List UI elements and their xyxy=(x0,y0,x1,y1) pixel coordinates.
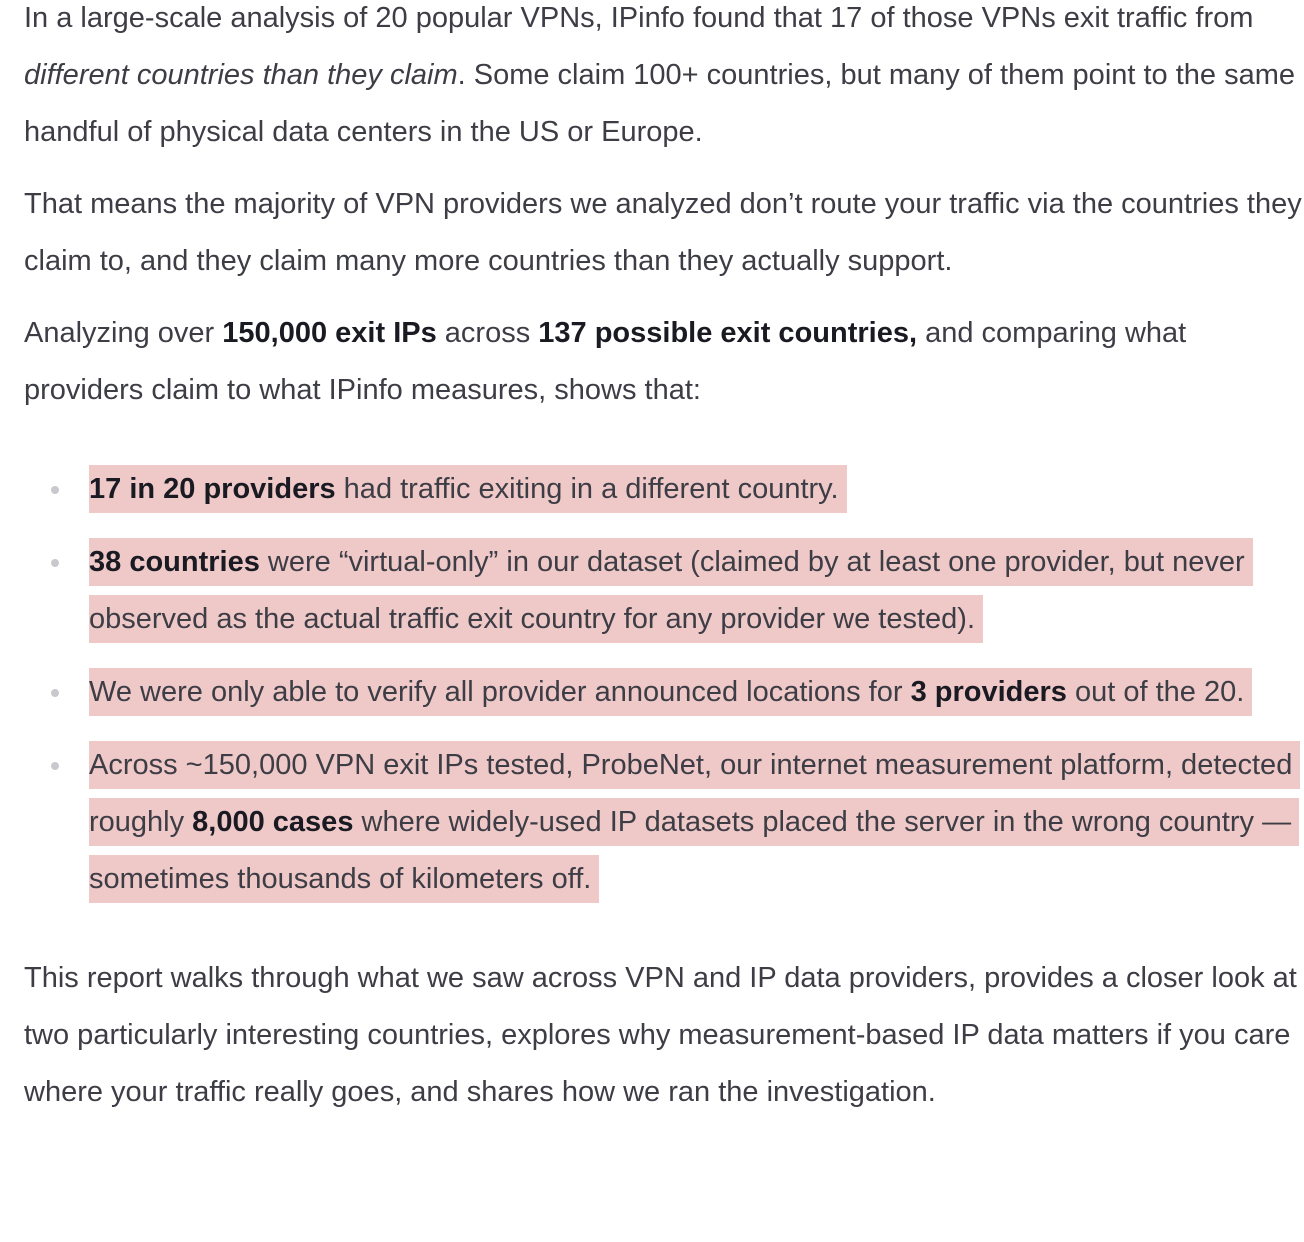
analysis-text-3: and comparing what providers claim to what IPinfo measures, shows that: xyxy=(24,317,1187,406)
bullet-dot-icon xyxy=(51,559,59,567)
analysis-paragraph xyxy=(24,305,1304,419)
finding-pre: Across ~150,000 VPN exit IPs tested, ProbeNet, our internet measurement platform, detected roughly xyxy=(89,749,1293,838)
list-item xyxy=(24,737,1304,908)
bullet-dot-icon xyxy=(51,689,59,697)
bullet-dot-icon xyxy=(51,762,59,770)
finding-text: out of the 20. xyxy=(1066,676,1245,708)
highlighted-finding xyxy=(89,741,1300,903)
highlighted-finding xyxy=(89,538,1253,643)
analysis-text-1: Analyzing over xyxy=(24,317,223,349)
finding-bold: 3 providers xyxy=(910,676,1067,708)
majority-paragraph: That means the majority of VPN providers we analyzed don’t route your traffic via the countries they claim to, and they claim many more countries than they actually support. xyxy=(24,188,1302,277)
finding-text: had traffic exiting in a different country. xyxy=(335,473,839,505)
finding-bold: 17 in 20 providers xyxy=(89,473,336,505)
findings-list xyxy=(24,461,1304,908)
list-item xyxy=(24,664,1304,721)
intro-paragraph xyxy=(24,0,1304,161)
list-item xyxy=(24,461,1304,518)
list-item xyxy=(24,534,1304,648)
highlighted-finding xyxy=(89,465,847,513)
finding-text: were “virtual-only” in our dataset (claimed by at least one provider, but never observed as the actual traffic exit country for any provider we tested). xyxy=(89,546,1245,635)
analysis-text-2: across xyxy=(436,317,539,349)
finding-bold: 38 countries xyxy=(89,546,260,578)
intro-text-1: In a large-scale analysis of 20 popular VPNs, IPinfo found that 17 of those VPNs exit traffic from xyxy=(24,2,1254,34)
finding-text: where widely-used IP datasets placed the server in the wrong country — sometimes thousands of kilometers off. xyxy=(89,806,1292,895)
exit-ips-bold: 150,000 exit IPs xyxy=(222,317,437,349)
bullet-dot-icon xyxy=(51,486,59,494)
intro-text-2: . Some claim 100+ countries, but many of them point to the same handful of physical data centers in the US or Europe. xyxy=(24,59,1296,148)
finding-bold: 8,000 cases xyxy=(192,806,354,838)
report-summary-paragraph: This report walks through what we saw across VPN and IP data providers, provides a closer look at two particularly interesting countries, explores why measurement-based IP data matters if you care where your traffic really goes, and shares how we ran the investigation. xyxy=(24,962,1297,1108)
finding-pre: We were only able to verify all provider announced locations for xyxy=(89,676,911,708)
highlighted-finding xyxy=(89,668,1252,716)
intro-emphasis: different countries than they claim xyxy=(24,59,458,91)
exit-countries-bold: 137 possible exit countries, xyxy=(538,317,918,349)
